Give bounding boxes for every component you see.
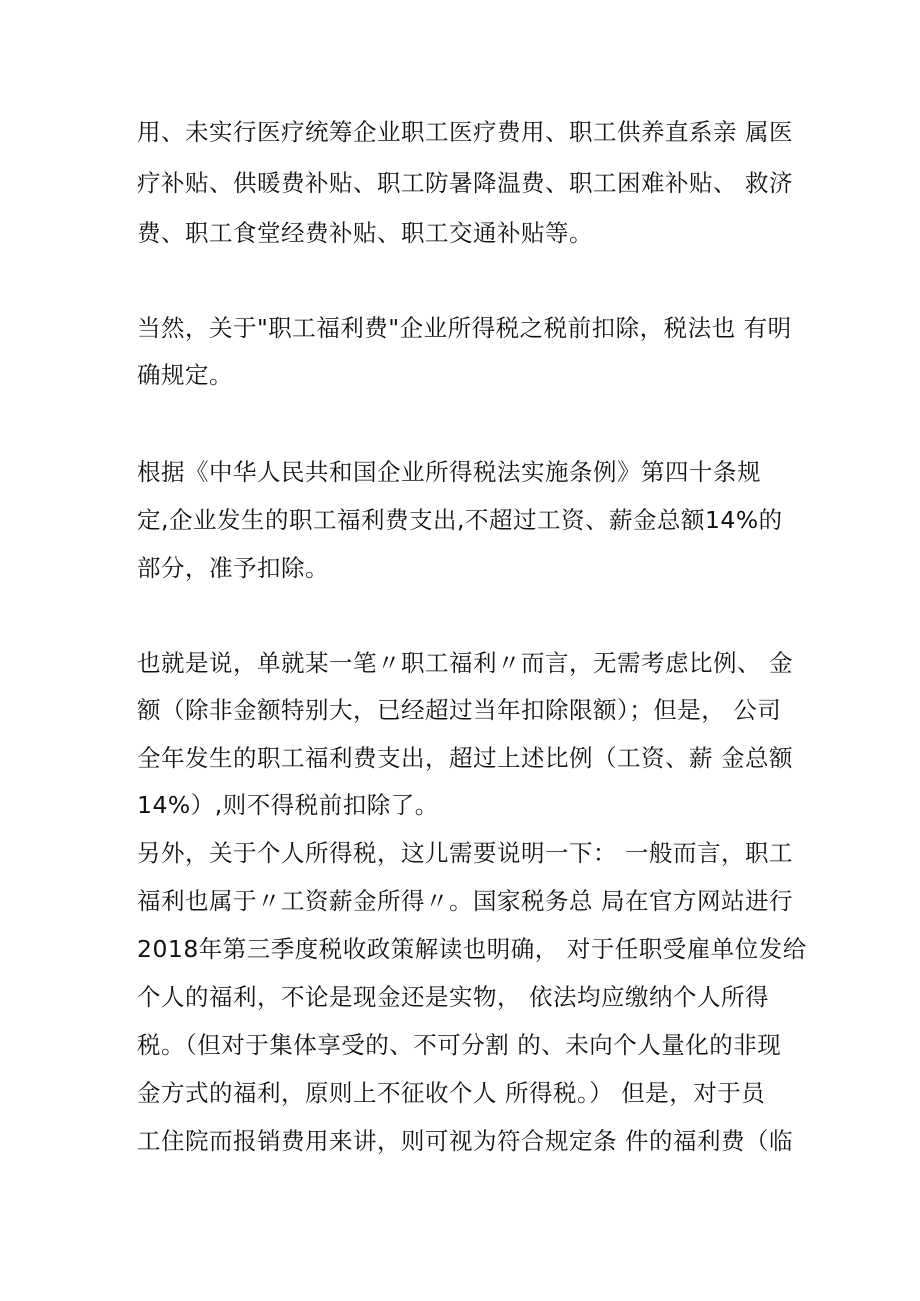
paragraph-5-line-7: 工住院而报销费用来讲，则可视为符合规定条 件的福利费（临 [137,1127,793,1155]
paragraph-5-line-3: 2018年第三季度税收政策解读也明确， 对于任职受雇单位发给 [137,935,807,963]
paragraph-3-line-1: 根据《中华人民共和国企业所得税法实施条例》第四十条规 [137,458,761,486]
paragraph-1-line-1: 用、未实行医疗统筹企业职工医疗费用、职工供养直系亲 属医 [137,118,793,146]
paragraph-2-line-1: 当然，关于"职工福利费"企业所得税之税前扣除，税法也 有明 [137,314,792,342]
paragraph-4-line-2: 额（除非金额特别大，已经超过当年扣除限额）；但是， 公司 [137,696,782,724]
paragraph-2-line-2: 确规定。 [137,361,233,389]
paragraph-3-line-2: 定,企业发生的职工福利费支出,不超过工资、薪金总额14%的 [137,506,783,534]
paragraph-5-line-1: 另外，关于个人所得税，这儿需要说明一下： 一般而言，职工 [137,839,793,867]
paragraph-4-line-1: 也就是说，单就某一笔〃职工福利〃而言，无需考虑比例、 金 [137,649,793,677]
paragraph-4-line-4: 14%）,则不得税前扣除了。 [137,791,439,819]
paragraph-1-line-2: 疗补贴、供暖费补贴、职工防暑降温费、职工困难补贴、 救济 [137,169,793,197]
paragraph-5-line-2: 福利也属于〃工资薪金所得〃。国家税务总 局在官方网站进行 [137,887,793,915]
paragraph-3-line-3: 部分，准予扣除。 [137,554,329,582]
paragraph-5-line-5: 税。（但对于集体享受的、不可分割 的、未向个人量化的非现 [137,1031,782,1059]
paragraph-1-line-3: 费、职工食堂经费补贴、职工交通补贴等。 [137,219,593,247]
paragraph-5-line-6: 金方式的福利，原则上不征收个人 所得税。） 但是，对于员 [137,1079,766,1107]
paragraph-4-line-3: 全年发生的职工福利费支出，超过上述比例（工资、薪 金总额 [137,744,793,772]
paragraph-5-line-4: 个人的福利，不论是现金还是实物， 依法均应缴纳个人所得 [137,983,769,1011]
